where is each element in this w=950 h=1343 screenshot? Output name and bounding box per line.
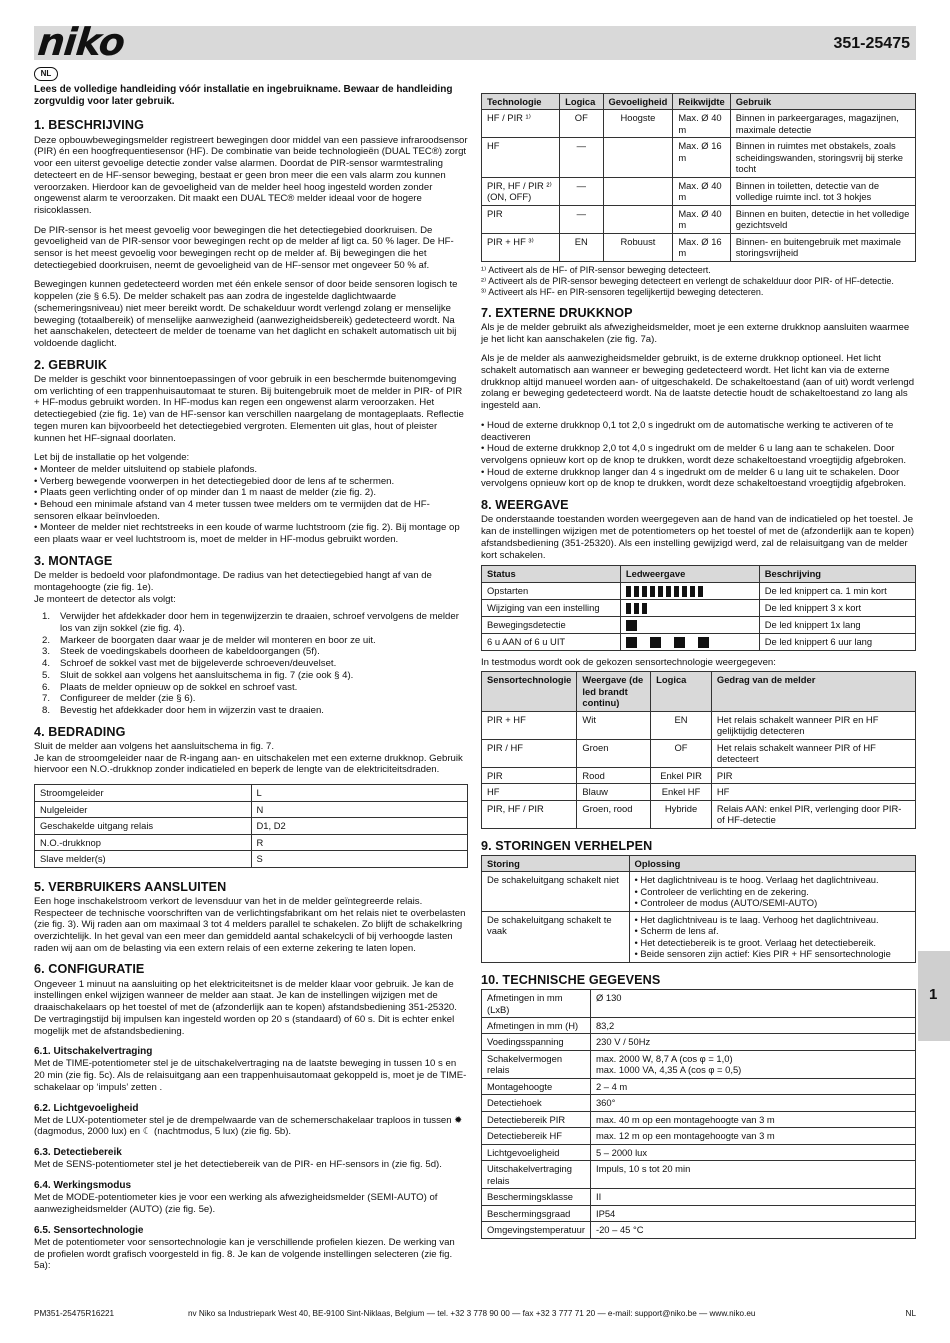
table-cell: 5 – 2000 lux bbox=[590, 1144, 915, 1160]
paragraph: De melder is bedoeld voor plafondmontage. De radius van het detectiegebied hangt af van de montagehoogte (zie fig. 1e). bbox=[34, 570, 432, 593]
list-item: 6. Plaats de melder opnieuw op de sokkel en schroef vast. bbox=[42, 681, 298, 693]
table-cell: EN bbox=[560, 233, 603, 261]
table-row bbox=[35, 851, 468, 867]
table-row bbox=[35, 801, 468, 817]
table-cell: De schakeluitgang schakelt niet bbox=[482, 872, 630, 911]
table-cell: — bbox=[560, 138, 603, 177]
paragraph: Je monteert de detector als volgt: bbox=[34, 593, 176, 605]
paragraph: Een hoge inschakelstroom verkort de levensduur van het in de melder geïntegreerde relais. Respecteer de technische voorschriften van de verlichtingsfabrikant om het relais niet te overbelasten (zie fig. 3). Wij raden aan om maximaal 3 tot 4 melders parallel te schakelen. Zo blijft de schakelkring overzichtelijk. In het geval van een meer dan gemiddeld aantal schakelcycli of bij verhoogde lasten raden wij aan om de belasting via een extern relais of een externe zekering te laten lopen. bbox=[34, 895, 466, 954]
table-row bbox=[482, 800, 916, 828]
footnote: ¹⁾ Activeert als de HF- of PIR-sensor beweging detecteert. bbox=[481, 264, 711, 275]
table-row bbox=[482, 1222, 916, 1238]
table-cell: Montagehoogte bbox=[482, 1078, 591, 1094]
led-mark bbox=[626, 620, 637, 631]
led-pattern-three-blinks bbox=[620, 599, 759, 616]
table-row bbox=[482, 1144, 916, 1160]
paragraph: De onderstaande toestanden worden weergegeven aan de hand van de indicatieled op het toestel. Je kan de instellingen wijzigen met de potentiometers op het toestel of met de (afzonderlijk aan te kopen) afstandsbediening (351-25320). Als een instelling gewijzigd werd, zal de relaisuitgang van de melder kort schakelen. bbox=[481, 514, 915, 561]
table-cell: Hybride bbox=[651, 800, 712, 828]
led-status-table bbox=[481, 565, 916, 651]
paragraph: Deze opbouwbewegingsmelder registreert bewegingen door middel van een passieve infraroodsensor (PIR) én een hoogfrequentiesensor (HF). De combinatie van beide technologieën (DUAL TEC®) zorgt voor een uiterst gevoelige detectie zonder valse alarmen. Doordat de PIR-sensor warmtestraling detecteert en de HF-sensor beweging, bestaat er geen bron meer die een vals alarm zou kunnen veroorzaken. Hierdoor kan de gevoeligheid van de melder heel hoog ingesteld worden zonder ongewenst alarm te veroorzaken. Dit maakt een DUAL TEC® melder ideaal voor de hogere risicoklassen. bbox=[34, 134, 468, 216]
table-cell: -20 – 45 °C bbox=[590, 1222, 915, 1238]
paragraph: Als je de melder gebruikt als afwezigheidsmelder, moet je een externe drukknop aansluiten waarmee je het licht kan aanschakelen (zie fig. 7a). bbox=[481, 321, 910, 345]
column-header: Status bbox=[482, 566, 621, 582]
subsection-title: 6.3. Detectiebereik bbox=[34, 1147, 122, 1159]
table-row bbox=[482, 138, 916, 177]
table-cell: Groen bbox=[577, 739, 651, 767]
table-cell: PIR, HF / PIR bbox=[482, 800, 577, 828]
list-item: • Houd de externe drukknop langer dan 4 s ingedrukt om de melder 6 u lang uit te schakelen. Door vervolgens opnieuw kort op de knop te drukken, wordt deze schakeltoestand vroegtijdig afgebroken. bbox=[481, 466, 907, 490]
table-row bbox=[35, 785, 468, 801]
table-cell: II bbox=[590, 1189, 915, 1205]
section-10-title: 10. TECHNISCHE GEGEVENS bbox=[481, 972, 661, 987]
paragraph: Als je de melder als aanwezigheidsmelder gebruikt, is de externe drukknop optioneel. Het licht schakelt automatisch aan wanneer er beweging gedetecteerd wordt. Het licht kan via de externe drukknop altijd manueel worden aan- of uitgeschakeld. De schakeltoestand (aan of uit) wordt verlengd zolang er beweging gedetecteerd wordt. Na de laatste detectie houdt de schakeltoestand zo lang als ingesteld aan. bbox=[481, 353, 915, 412]
table-cell: Binnen in ruimtes met obstakels, zoals scheidingswanden, storingsvrij bij sterke tocht bbox=[730, 138, 915, 177]
table-cell: Enkel HF bbox=[651, 784, 712, 800]
paragraph: Met de SENS-potentiometer stel je het detectiebereik van de PIR- en HF-sensors in (zie fig. 5d). bbox=[34, 1159, 442, 1171]
led-mark bbox=[634, 586, 639, 597]
led-pattern-six-hours bbox=[620, 633, 759, 650]
table-cell: Beschermingsklasse bbox=[482, 1189, 591, 1205]
table-header-row bbox=[482, 855, 916, 871]
table-row bbox=[482, 599, 916, 616]
table-row bbox=[482, 767, 916, 783]
table-cell: Beschermingsgraad bbox=[482, 1205, 591, 1221]
table-cell: EN bbox=[651, 711, 712, 739]
table-cell: • Het daglichtniveau is te laag. Verhoog het daglichtniveau. • Scherm de lens af. • Het detectiebereik is te groot. Verlaag het detectiebereik. • Beide sensoren zijn actief: Kies PIR + HF sensortechnologie bbox=[629, 911, 915, 962]
table-cell: OF bbox=[651, 739, 712, 767]
section-9-title: 9. STORINGEN VERHELPEN bbox=[481, 838, 653, 853]
company-address: nv Niko sa Industriepark West 40, BE-9100 Sint-Niklaas, Belgium — tel. +32 3 778 90 00 — fax +32 3 777 71 20 — e-mail: support@niko.be — www.niko.eu bbox=[188, 1309, 756, 1318]
table-cell: De led knippert 1x lang bbox=[759, 616, 915, 633]
table-cell: Stroomgeleider bbox=[35, 785, 252, 801]
table-cell: HF bbox=[482, 784, 577, 800]
list-item: 1. Verwijder het afdekkader door hem in tegenwijzerzin te draaien, schroef vervolgens de melder los van zijn sokkel (zie fig. 4). bbox=[42, 611, 459, 635]
table-row bbox=[482, 616, 916, 633]
table-row bbox=[482, 872, 916, 911]
led-mark bbox=[650, 586, 655, 597]
table-cell: L bbox=[251, 785, 468, 801]
led-pattern-short-blinks bbox=[620, 582, 759, 599]
footnote: ²⁾ Activeert als de PIR-sensor beweging detecteert en verlengt de schakelduur door PIR- of HF-detectie. bbox=[481, 275, 894, 286]
table-cell: Max. Ø 16 m bbox=[673, 138, 730, 177]
document-code: PM351-25475R16221 bbox=[34, 1309, 115, 1318]
table-row bbox=[482, 633, 916, 650]
list-item: 4. Schroef de sokkel vast met de bijgeleverde schroeven/deuvelset. bbox=[42, 658, 337, 670]
footnote: ³⁾ Activeert als HF- en PIR-sensoren tegelijkertijd beweging detecteren. bbox=[481, 286, 764, 297]
table-cell: Impuls, 10 s tot 20 min bbox=[590, 1161, 915, 1189]
paragraph: De PIR-sensor is het meest gevoelig voor bewegingen die het detectiegebied doorkruisen. De gevoeligheid van de PIR-sensor voor bewegingen recht op de melder af ligt ca. 50 % lager. De HF-sensor is het meest gevoelig voor bewegingen recht op de melder af. Bij bewegingen die het detectiegebied doorkruisen, neemt de gevoeligheid van de HF-sensor met ongeveer 50 % af. bbox=[34, 224, 454, 271]
wiring-table bbox=[34, 784, 468, 867]
table-cell: HF bbox=[482, 138, 560, 177]
table-cell bbox=[603, 138, 673, 177]
table-cell bbox=[603, 177, 673, 205]
table-cell: S bbox=[251, 851, 468, 867]
table-row bbox=[482, 990, 916, 1018]
led-mark bbox=[626, 586, 631, 597]
table-cell: Nulgeleider bbox=[35, 801, 252, 817]
table-cell: De led knippert 3 x kort bbox=[759, 599, 915, 616]
led-mark bbox=[626, 637, 637, 648]
table-row bbox=[482, 1205, 916, 1221]
pushbutton-list bbox=[481, 420, 916, 490]
table-cell: R bbox=[251, 834, 468, 850]
table-cell: PIR bbox=[482, 767, 577, 783]
list-item: • Monteer de melder uitsluitend op stabiele plafonds. bbox=[34, 463, 258, 475]
table-row bbox=[482, 1111, 916, 1127]
column-header: Gebruik bbox=[730, 94, 915, 110]
table-cell: Slave melder(s) bbox=[35, 851, 252, 867]
paragraph: Bewegingen kunnen gedetecteerd worden met één enkele sensor of door beide sensoren logisch te koppelen (zie § 6.5). De melder schakelt pas aan zodra de ingestelde daglichtwaarde (schemeringsniveau) niet meer bereikt wordt. De schakelduur wordt verlengd zolang er menselijke beweging (totaalbereik) of menselijke aanwezigheid (aanwezigheidsbereik) gedetecteerd wordt. Na het aanschakelen, detecteert de melder de toename van het daglicht en schakelt automatisch uit bij voldoende daglicht. bbox=[34, 279, 458, 349]
table-cell: Opstarten bbox=[482, 582, 621, 599]
subsection-title: 6.1. Uitschakelvertraging bbox=[34, 1046, 153, 1058]
list-item: 2. Markeer de boorgaten daar waar je de melder wil monteren en boor ze uit. bbox=[42, 634, 376, 646]
column-header: Gedrag van de melder bbox=[711, 672, 915, 711]
left-column bbox=[34, 84, 468, 1272]
troubleshooting-table bbox=[481, 855, 916, 963]
table-cell: Voedingsspanning bbox=[482, 1034, 591, 1050]
paragraph: Met de MODE-potentiometer kies je voor een werking als afwezigheidsmelder (SEMI-AUTO) of aanwezigheidsmelder (AUTO) (zie fig. 5e). bbox=[34, 1192, 438, 1215]
list-item: • Monteer de melder niet rechtstreeks in een koude of warme luchtstroom (zie fig. 2). Bij montage op een plaats waar er veel luchtstroom is, moet de melder in HF-modus gebruikt worden. bbox=[34, 522, 460, 546]
table-cell: Max. Ø 16 m bbox=[673, 233, 730, 261]
table-cell: Wijziging van een instelling bbox=[482, 599, 621, 616]
page-tab-number: 1 bbox=[929, 986, 938, 1003]
led-mark bbox=[650, 637, 661, 648]
table-cell: Afmetingen in mm (H) bbox=[482, 1018, 591, 1034]
table-cell: Rood bbox=[577, 767, 651, 783]
paragraph: Je kan de stroomgeleider naar de R-ingang aan- en uitschakelen met een externe drukknop. Gebruik hiervoor een N.O.-drukknop zonder indicatieled en beperk de lengte van de elektriciteitsdraden. bbox=[34, 752, 463, 776]
column-header: Reikwijdte bbox=[673, 94, 730, 110]
section-6-title: 6. CONFIGURATIE bbox=[34, 962, 145, 977]
table-cell: De led knippert ca. 1 min kort bbox=[759, 582, 915, 599]
table-row bbox=[35, 834, 468, 850]
table-cell: D1, D2 bbox=[251, 818, 468, 834]
table-cell: Omgevingstemperatuur bbox=[482, 1222, 591, 1238]
column-header: Beschrijving bbox=[759, 566, 915, 582]
section-5-title: 5. VERBRUIKERS AANSLUITEN bbox=[34, 879, 227, 894]
table-row bbox=[482, 1189, 916, 1205]
table-row bbox=[482, 1095, 916, 1111]
table-cell: Hoogste bbox=[603, 110, 673, 138]
paragraph: Ongeveer 1 minuut na aansluiting op het elektriciteitsnet is de melder klaar voor gebruik. Je kan de instellingen enkel wijzigen wanneer de melder aan staat. Je kan de instellingen wijzigen met de draaischakelaars op het toestel of met de (afzonderlijk aan te kopen) afstandsbediening 351-25320. De vertragingstijd bij impulsen kan ingesteld worden op 20 s (standaard) of 60 s. Dit is echter enkel mogelijk met de afstandsbediening. bbox=[34, 978, 457, 1037]
footer-language: NL bbox=[905, 1309, 916, 1318]
table-cell: 360° bbox=[590, 1095, 915, 1111]
table-cell: Het relais schakelt wanneer PIR en HF gelijktijdig detecteren bbox=[711, 711, 915, 739]
table-cell: Binnen en buiten, detectie in het volledige gezichtsveld bbox=[730, 205, 915, 233]
table-cell: — bbox=[560, 177, 603, 205]
table-header-row bbox=[482, 672, 916, 711]
paragraph: Let bij de installatie op het volgende: bbox=[34, 452, 190, 464]
table-cell: Bewegingsdetectie bbox=[482, 616, 621, 633]
list-item: 8. Bevestig het afdekkader door hem in wijzerzin vast te draaien. bbox=[42, 704, 324, 716]
table-cell: Detectiebereik PIR bbox=[482, 1111, 591, 1127]
table-cell bbox=[603, 205, 673, 233]
led-mark bbox=[626, 603, 631, 614]
table-cell: PIR bbox=[711, 767, 915, 783]
list-item: • Houd de externe drukknop 2,0 tot 4,0 s ingedrukt om de melder 6 u lang aan te schakelen. Door vervolgens opnieuw kort op de knop te drukken, wordt deze schakeltoestand vroegtijdig afgebroken. bbox=[481, 443, 907, 466]
table-cell: Geschakelde uitgang relais bbox=[35, 818, 252, 834]
mounting-steps bbox=[42, 611, 468, 716]
table-header-row bbox=[482, 566, 916, 582]
table-cell: Blauw bbox=[577, 784, 651, 800]
subsection-title: 6.2. Lichtgevoeligheid bbox=[34, 1102, 139, 1114]
section-8-title: 8. WEERGAVE bbox=[481, 498, 569, 513]
table-row bbox=[482, 1034, 916, 1050]
section-2-title: 2. GEBRUIK bbox=[34, 357, 108, 372]
table-cell: PIR bbox=[482, 205, 560, 233]
paragraph: Sluit de melder aan volgens het aansluitschema in fig. 7. bbox=[34, 741, 274, 753]
paragraph: In testmodus wordt ook de gekozen sensortechnologie weergegeven: bbox=[481, 656, 776, 668]
list-item: 3. Steek de voedingskabels doorheen de kabeldoorgangen (5f). bbox=[42, 646, 320, 658]
led-mark bbox=[698, 586, 703, 597]
table-row bbox=[482, 911, 916, 962]
table-row bbox=[482, 233, 916, 261]
technology-table bbox=[481, 93, 916, 262]
table-cell: Afmetingen in mm (LxB) bbox=[482, 990, 591, 1018]
table-row bbox=[482, 1050, 916, 1078]
table-cell: PIR + HF ³⁾ bbox=[482, 233, 560, 261]
section-1-title: 1. BESCHRIJVING bbox=[34, 118, 144, 133]
table-row bbox=[482, 1078, 916, 1094]
table-cell: Binnen in toiletten, detectie van de volledige ruimte incl. tot 3 hokjes bbox=[730, 177, 915, 205]
table-cell: max. 40 m op een montagehoogte van 3 m bbox=[590, 1111, 915, 1127]
led-mark bbox=[682, 586, 687, 597]
led-mark bbox=[674, 637, 685, 648]
table-row bbox=[482, 582, 916, 599]
led-pattern-long-blink bbox=[620, 616, 759, 633]
table-cell: Uitschakelvertraging relais bbox=[482, 1161, 591, 1189]
table-cell: Binnen- en buitengebruik met maximale storingsvrijheid bbox=[730, 233, 915, 261]
column-header: Oplossing bbox=[629, 855, 915, 871]
led-mark bbox=[642, 603, 647, 614]
table-cell: Ø 130 bbox=[590, 990, 915, 1018]
led-mark bbox=[658, 586, 663, 597]
column-header: Technologie bbox=[482, 94, 560, 110]
section-4-title: 4. BEDRADING bbox=[34, 724, 126, 739]
paragraph: De melder is geschikt voor binnentoepassingen of voor gebruik in een beschermde buitenomgeving om verlichting of een trappenhuisautomaat te sturen. Bij buitengebruik moet de melder in PIR- of PIR + HF-modus gebruikt worden. In HF-modus kan regen een ongewenst alarm veroorzaken. Het detectiegebied (zie fig. 1e) van de HF-sensor kan verschillen naargelang de montageplaats. Reflectie tegen muren kan bijvoorbeeld het detectiegebied vergroten. Elementen uit glas, hout of pleister kunnen het HF-signaal doorlaten. bbox=[34, 374, 464, 444]
header-bar bbox=[34, 26, 916, 60]
table-cell: Lichtgevoeligheid bbox=[482, 1144, 591, 1160]
table-cell: Wit bbox=[577, 711, 651, 739]
section-3-title: 3. MONTAGE bbox=[34, 553, 113, 568]
table-cell: max. 12 m op een montagehoogte van 3 m bbox=[590, 1128, 915, 1144]
table-cell: Max. Ø 40 m bbox=[673, 110, 730, 138]
paragraph: Met de potentiometer voor sensortechnologie kan je verschillende profielen kiezen. De werking van de profielen wordt grafisch voorgesteld in fig. 8. Je kan de volgende instellingen selecteren (zie fig. 5a): bbox=[34, 1236, 455, 1272]
table-cell: HF bbox=[711, 784, 915, 800]
niko-logo: niko bbox=[35, 20, 127, 64]
table-cell: Max. Ø 40 m bbox=[673, 205, 730, 233]
table-cell: 83,2 bbox=[590, 1018, 915, 1034]
column-header: Gevoeligheid bbox=[603, 94, 673, 110]
column-header: Logica bbox=[560, 94, 603, 110]
table-row bbox=[482, 739, 916, 767]
table-cell: 2 – 4 m bbox=[590, 1078, 915, 1094]
table-cell: max. 2000 W, 8,7 A (cos φ = 1,0) max. 1000 VA, 4,35 A (cos φ = 0,5) bbox=[590, 1050, 915, 1078]
table-row bbox=[482, 711, 916, 739]
list-item: • Behoud een minimale afstand van 4 meter tussen twee melders om te vermijden dat de HF-sensoren elkaar beïnvloeden. bbox=[34, 499, 430, 522]
table-cell: — bbox=[560, 205, 603, 233]
led-mark bbox=[698, 637, 709, 648]
table-cell: Relais AAN: enkel PIR, verlenging door PIR- of HF-detectie bbox=[711, 800, 915, 828]
list-item: • Verberg bewegende voorwerpen in het detectiegebied door de lens af te schermen. bbox=[34, 475, 395, 487]
column-header: Ledweergave bbox=[620, 566, 759, 582]
section-7-title: 7. EXTERNE DRUKKNOP bbox=[481, 305, 633, 320]
intro-text: Lees de volledige handleiding vóór installatie en ingebruikname. Bewaar de handleiding zorgvuldig voor later gebruik. bbox=[34, 84, 453, 108]
right-column bbox=[481, 93, 916, 1239]
table-row bbox=[482, 1128, 916, 1144]
table-row bbox=[482, 177, 916, 205]
table-cell: HF / PIR ¹⁾ bbox=[482, 110, 560, 138]
language-badge: NL bbox=[34, 67, 58, 81]
led-mark bbox=[666, 586, 671, 597]
document-number: 351-25475 bbox=[833, 35, 910, 52]
table-cell: Max. Ø 40 m bbox=[673, 177, 730, 205]
install-tips-list bbox=[34, 464, 468, 546]
table-cell: Groen, rood bbox=[577, 800, 651, 828]
table-cell: PIR, HF / PIR ²⁾ (ON, OFF) bbox=[482, 177, 560, 205]
table-cell: Schakelvermogen relais bbox=[482, 1050, 591, 1078]
table-cell: • Het daglichtniveau is te hoog. Verlaag het daglichtniveau. • Controleer de verlichting en de zekering. • Controleer de modus (AUTO/SEMI-AUTO) bbox=[629, 872, 915, 911]
led-mark bbox=[642, 586, 647, 597]
led-mark bbox=[674, 586, 679, 597]
page-tab bbox=[918, 951, 950, 1041]
table-cell: De schakeluitgang schakelt te vaak bbox=[482, 911, 630, 962]
table-row bbox=[482, 1018, 916, 1034]
table-cell: PIR / HF bbox=[482, 739, 577, 767]
column-header: Weergave (de led brandt continu) bbox=[577, 672, 651, 711]
table-cell: 6 u AAN of 6 u UIT bbox=[482, 633, 621, 650]
table-cell: OF bbox=[560, 110, 603, 138]
paragraph: Met de LUX-potentiometer stel je de drempelwaarde van de schemerschakelaar traploos in tussen ✹ (dagmodus, 2000 lux) en ☾ (nachtmodus, 5 lux) (zie fig. 5b). bbox=[34, 1114, 463, 1138]
list-item: • Houd de externe drukknop 0,1 tot 2,0 s ingedrukt om de automatische werking te activeren of te deactiveren bbox=[481, 419, 894, 443]
table-header-row bbox=[482, 94, 916, 110]
table-row bbox=[482, 205, 916, 233]
technical-data-table bbox=[481, 989, 916, 1239]
led-mark bbox=[634, 603, 639, 614]
table-cell: IP54 bbox=[590, 1205, 915, 1221]
table-row bbox=[482, 784, 916, 800]
table-cell: Binnen in parkeergarages, magazijnen, maximale detectie bbox=[730, 110, 915, 138]
led-mark bbox=[690, 586, 695, 597]
table-cell: Detectiebereik HF bbox=[482, 1128, 591, 1144]
column-header: Sensortechnologie bbox=[482, 672, 577, 711]
sensor-technology-table bbox=[481, 671, 916, 828]
table-cell: Robuust bbox=[603, 233, 673, 261]
list-item: • Plaats geen verlichting onder of op minder dan 1 m naast de melder (zie fig. 2). bbox=[34, 487, 376, 499]
table-cell: Het relais schakelt wanneer PIR of HF detecteert bbox=[711, 739, 915, 767]
table-cell: N bbox=[251, 801, 468, 817]
table-footnotes bbox=[481, 265, 916, 298]
column-header: Storing bbox=[482, 855, 630, 871]
table-cell: 230 V / 50Hz bbox=[590, 1034, 915, 1050]
table-cell: Enkel PIR bbox=[651, 767, 712, 783]
table-row bbox=[482, 1161, 916, 1189]
table-cell: De led knippert 6 uur lang bbox=[759, 633, 915, 650]
list-item: 7. Configureer de melder (zie § 6). bbox=[42, 693, 196, 705]
column-header: Logica bbox=[651, 672, 712, 711]
table-cell: PIR + HF bbox=[482, 711, 577, 739]
table-row bbox=[35, 818, 468, 834]
paragraph: Met de TIME-potentiometer stel je de uitschakelvertraging na de laatste beweging in tussen 10 s en 20 min (zie fig. 5c). Als de relaisuitgang aan een trappenhuisautomaat gekoppeld is, moet je de TIME-schakelaar op ‘impuls’ zetten . bbox=[34, 1058, 467, 1093]
list-item: 5. Sluit de sokkel aan volgens het aansluitschema in fig. 7 (zie ook § 4). bbox=[42, 669, 354, 681]
table-cell: N.O.-drukknop bbox=[35, 834, 252, 850]
subsection-title: 6.4. Werkingsmodus bbox=[34, 1180, 132, 1192]
table-cell: Detectiehoek bbox=[482, 1095, 591, 1111]
table-row bbox=[482, 110, 916, 138]
subsection-title: 6.5. Sensortechnologie bbox=[34, 1224, 144, 1236]
